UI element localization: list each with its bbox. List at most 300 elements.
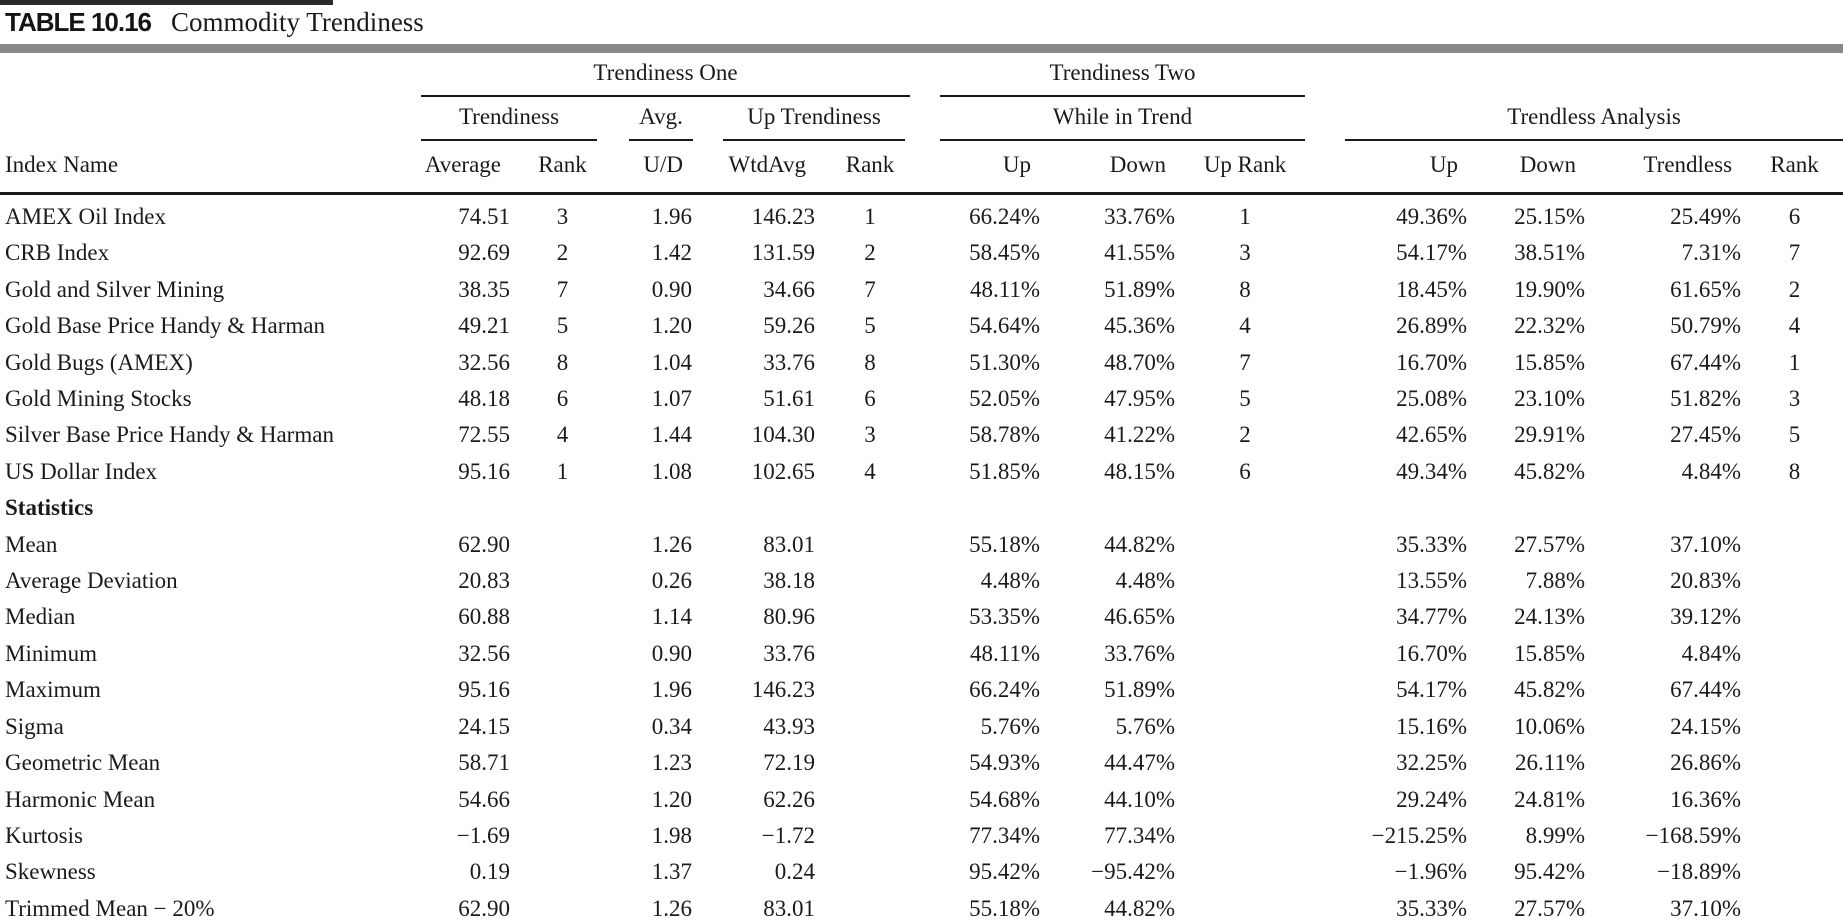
data-cell <box>820 563 920 599</box>
row-label: Statistics <box>5 495 94 521</box>
column-header-wtdavg: WtdAvg <box>697 141 820 194</box>
data-cell: 19.90% <box>1514 276 1586 302</box>
data-cell: 37.10% <box>1670 531 1742 557</box>
data-cell: 45.36% <box>1104 313 1176 339</box>
row-label: Gold Base Price Handy & Harman <box>5 313 326 339</box>
data-cell <box>1746 599 1843 635</box>
data-cell: 43.93 <box>763 713 815 739</box>
data-cell <box>1045 490 1180 526</box>
table-row <box>0 417 1843 453</box>
column-header-rank-1: Rank <box>515 141 610 194</box>
column-header-ud: U/D <box>610 141 697 194</box>
data-cell: 66.24% <box>969 204 1041 229</box>
data-cell: 3 <box>1239 240 1251 266</box>
data-cell: 49.34% <box>1396 458 1468 484</box>
data-cell: 5.76% <box>980 713 1041 739</box>
data-cell: 44.10% <box>1104 786 1176 812</box>
data-cell: −168.59% <box>1645 822 1742 848</box>
group-avg: Avg. <box>629 97 693 141</box>
data-cell: 95.42% <box>1514 859 1586 885</box>
data-cell <box>1180 745 1310 781</box>
group-header-cell <box>920 97 1310 141</box>
row-label: Gold Bugs (AMEX) <box>5 349 193 375</box>
data-cell: 45.82% <box>1514 458 1586 484</box>
data-cell <box>1180 599 1310 635</box>
table-row <box>0 709 1843 745</box>
data-cell <box>920 490 1045 526</box>
table-row <box>0 381 1843 417</box>
data-cell: 95.42% <box>969 859 1041 885</box>
row-label: Maximum <box>5 677 101 703</box>
data-cell <box>1746 891 1843 922</box>
data-cell: 1.42 <box>651 240 692 266</box>
data-cell: 26.86% <box>1670 750 1742 776</box>
group-header-cell <box>415 53 920 97</box>
data-cell: 47.95% <box>1104 386 1176 412</box>
data-cell: 8.99% <box>1525 822 1586 848</box>
data-cell: 51.82% <box>1670 386 1742 412</box>
data-cell: 48.18 <box>458 386 510 412</box>
data-cell <box>610 490 697 526</box>
data-cell: 1.26 <box>651 531 692 557</box>
data-cell <box>820 490 920 526</box>
page-crop-artifact <box>0 0 333 5</box>
data-cell: 50.79% <box>1670 313 1742 339</box>
data-cell <box>1746 745 1843 781</box>
data-cell <box>1746 527 1843 563</box>
table-row <box>0 527 1843 563</box>
data-cell: −215.25% <box>1371 822 1468 848</box>
data-cell: 51.85% <box>969 458 1041 484</box>
data-cell: 53.35% <box>969 604 1041 630</box>
data-cell <box>415 490 515 526</box>
data-cell: 72.55 <box>458 422 510 448</box>
data-cell: 3 <box>1788 386 1801 412</box>
table-row <box>0 235 1843 271</box>
data-cell: 2 <box>864 240 876 266</box>
data-cell: 92.69 <box>458 240 510 266</box>
data-cell: 13.55% <box>1396 568 1468 594</box>
data-cell: 25.49% <box>1670 204 1742 229</box>
data-cell: 45.82% <box>1514 677 1586 703</box>
column-header-up-rank: Up Rank <box>1180 141 1310 194</box>
data-cell: 20.83 <box>458 568 510 594</box>
data-cell: 32.56 <box>458 349 510 375</box>
top-divider-rule <box>0 44 1843 53</box>
data-cell: 1.20 <box>651 786 692 812</box>
group-header-cell <box>920 53 1310 97</box>
data-cell: 27.57% <box>1514 895 1586 921</box>
group-trendless-analysis: Trendless Analysis <box>1345 97 1843 141</box>
table-row <box>0 454 1843 490</box>
data-cell: 44.82% <box>1104 895 1176 921</box>
data-cell: 15.85% <box>1514 349 1586 375</box>
data-cell: 37.10% <box>1670 895 1742 921</box>
data-cell: 61.65% <box>1670 276 1742 302</box>
group-header-cell <box>697 97 920 141</box>
data-cell: 34.77% <box>1396 604 1468 630</box>
data-cell <box>1746 672 1843 708</box>
data-cell: 51.61 <box>763 386 815 412</box>
data-cell <box>515 854 610 890</box>
data-cell: 8 <box>1239 276 1251 302</box>
data-cell <box>1746 782 1843 818</box>
data-cell <box>1180 854 1310 890</box>
table-title: Commodity Trendiness <box>171 7 424 37</box>
data-cell: 35.33% <box>1396 531 1468 557</box>
data-cell: 1.08 <box>651 458 692 484</box>
data-cell: 49.36% <box>1396 204 1468 229</box>
group-header-cell <box>415 97 610 141</box>
row-label: Sigma <box>5 713 64 739</box>
column-header-rank-3: Rank <box>1746 141 1843 194</box>
data-cell: 52.05% <box>969 386 1041 412</box>
group-header-row-1 <box>0 53 1843 97</box>
data-cell <box>515 709 610 745</box>
group-trendiness: Trendiness <box>421 97 597 141</box>
data-cell: 1.07 <box>651 386 692 412</box>
row-label: Median <box>5 604 76 630</box>
data-cell: 55.18% <box>969 895 1041 921</box>
data-cell <box>515 599 610 635</box>
data-cell: 15.16% <box>1396 713 1468 739</box>
data-cell <box>820 709 920 745</box>
data-cell <box>1180 818 1310 854</box>
data-cell: 2 <box>1239 422 1251 448</box>
data-cell: 48.70% <box>1104 349 1176 375</box>
data-cell: 33.76 <box>763 640 815 666</box>
row-label: Gold and Silver Mining <box>5 276 225 302</box>
row-label: Trimmed Mean − 20% <box>5 895 215 921</box>
data-cell: 41.55% <box>1104 240 1176 266</box>
data-cell: 10.06% <box>1514 713 1586 739</box>
column-header-row <box>0 141 1843 194</box>
data-cell: 0.26 <box>651 568 692 594</box>
table-row <box>0 345 1843 381</box>
data-cell: 8 <box>556 349 569 375</box>
data-cell <box>820 672 920 708</box>
table-row <box>0 563 1843 599</box>
data-cell: 34.66 <box>763 276 815 302</box>
data-cell: 51.89% <box>1104 677 1176 703</box>
data-cell: 0.90 <box>651 276 692 302</box>
row-label: CRB Index <box>5 240 110 266</box>
data-cell: 46.65% <box>1104 604 1176 630</box>
data-cell: 41.22% <box>1104 422 1176 448</box>
data-cell: 4.48% <box>980 568 1041 594</box>
column-header-up-2: Up <box>1310 141 1472 194</box>
data-cell <box>515 490 610 526</box>
data-cell: 7.31% <box>1681 240 1742 266</box>
data-cell: 0.34 <box>651 713 692 739</box>
row-label: Harmonic Mean <box>5 786 156 812</box>
data-cell: 58.71 <box>458 750 510 776</box>
data-cell: 2 <box>556 240 569 266</box>
data-cell: 38.35 <box>458 276 510 302</box>
data-cell: 39.12% <box>1670 604 1742 630</box>
data-cell <box>515 782 610 818</box>
data-cell <box>820 527 920 563</box>
data-cell: 83.01 <box>763 895 815 921</box>
table-row <box>0 308 1843 344</box>
data-cell: 59.26 <box>763 313 815 339</box>
data-cell <box>1180 672 1310 708</box>
data-cell: 48.11% <box>969 276 1041 302</box>
data-cell <box>1472 490 1590 526</box>
data-cell: 33.76 <box>763 349 815 375</box>
data-cell: 38.51% <box>1514 240 1586 266</box>
data-cell: 7 <box>1788 240 1801 266</box>
data-cell <box>820 782 920 818</box>
data-cell <box>1746 854 1843 890</box>
group-header-cell <box>1310 97 1843 141</box>
data-cell <box>515 745 610 781</box>
data-cell: 25.08% <box>1396 386 1468 412</box>
data-cell: −1.72 <box>761 822 815 848</box>
row-label: Skewness <box>5 859 96 885</box>
row-label: Gold Mining Stocks <box>5 386 192 412</box>
data-cell: 24.13% <box>1514 604 1586 630</box>
table-row <box>0 272 1843 308</box>
data-cell: 95.16 <box>458 677 510 703</box>
column-header-up-1: Up <box>920 141 1045 194</box>
data-cell: 1 <box>556 458 569 484</box>
data-cell: 1.14 <box>651 604 692 630</box>
data-cell <box>1746 709 1843 745</box>
table-row <box>0 599 1843 635</box>
data-cell: 104.30 <box>751 422 815 448</box>
column-header-index-name: Index Name <box>0 141 415 194</box>
data-cell: 33.76% <box>1104 640 1176 666</box>
column-header-down-2: Down <box>1472 141 1590 194</box>
row-label: Silver Base Price Handy & Harman <box>5 422 334 448</box>
data-cell: 5 <box>1788 422 1801 448</box>
data-cell: 0.19 <box>469 859 510 885</box>
data-cell: 80.96 <box>763 604 815 630</box>
data-cell: 5 <box>556 313 569 339</box>
data-cell: 27.57% <box>1514 531 1586 557</box>
data-cell <box>697 490 820 526</box>
data-cell: 62.90 <box>458 895 510 921</box>
data-cell <box>1746 818 1843 854</box>
data-cell: 146.23 <box>751 677 815 703</box>
data-cell: 42.65% <box>1396 422 1468 448</box>
group-while-in-trend: While in Trend <box>940 97 1305 141</box>
data-cell: 74.51 <box>458 204 510 229</box>
data-cell: 4 <box>556 422 569 448</box>
data-cell: 54.64% <box>969 313 1041 339</box>
group-header-cell <box>610 97 697 141</box>
data-cell <box>1746 490 1843 526</box>
data-cell <box>515 891 610 922</box>
table-row <box>0 854 1843 890</box>
data-cell: −1.96% <box>1394 859 1468 885</box>
table-row <box>0 194 1843 236</box>
data-cell: 32.56 <box>458 640 510 666</box>
data-cell: 16.36% <box>1670 786 1742 812</box>
group-trendiness-one: Trendiness One <box>421 53 910 97</box>
data-cell: 24.15 <box>458 713 510 739</box>
table-row <box>0 636 1843 672</box>
row-label: Geometric Mean <box>5 750 161 776</box>
data-cell: 6 <box>1239 458 1251 484</box>
data-cell: 1 <box>1788 349 1801 375</box>
data-cell: 25.15% <box>1514 204 1586 229</box>
data-cell <box>1180 709 1310 745</box>
data-cell: 77.34% <box>969 822 1041 848</box>
data-cell <box>1746 563 1843 599</box>
data-cell: 6 <box>864 386 876 412</box>
data-cell: 24.81% <box>1514 786 1586 812</box>
data-cell: 48.15% <box>1104 458 1176 484</box>
table-label: TABLE 10.16 <box>5 7 152 37</box>
data-cell <box>515 527 610 563</box>
table-body <box>0 194 1843 922</box>
table-row <box>0 782 1843 818</box>
row-label: Mean <box>5 531 58 557</box>
group-trendiness-two: Trendiness Two <box>940 53 1305 97</box>
data-cell: 3 <box>864 422 876 448</box>
data-cell: 15.85% <box>1514 640 1586 666</box>
row-label: Kurtosis <box>5 822 83 848</box>
data-cell: 67.44% <box>1670 677 1742 703</box>
row-label: Average Deviation <box>5 568 178 594</box>
data-cell: 4 <box>1239 313 1251 339</box>
data-cell: 1.37 <box>651 859 692 885</box>
row-label: AMEX Oil Index <box>5 204 166 229</box>
data-cell: 44.47% <box>1104 750 1176 776</box>
table-row <box>0 672 1843 708</box>
data-cell: 102.65 <box>751 458 815 484</box>
data-cell: 6 <box>1788 204 1801 229</box>
data-cell: 8 <box>864 349 876 375</box>
data-cell <box>820 745 920 781</box>
data-cell: 16.70% <box>1396 349 1468 375</box>
data-cell: 1.04 <box>651 349 692 375</box>
column-header-trendless: Trendless <box>1590 141 1746 194</box>
data-cell: 51.30% <box>969 349 1041 375</box>
data-cell: 1.96 <box>651 677 692 703</box>
commodity-trendiness-table <box>0 53 1843 922</box>
data-cell: 26.89% <box>1396 313 1468 339</box>
data-cell: −95.42% <box>1091 859 1176 885</box>
data-cell: 49.21 <box>458 313 510 339</box>
section-header-row <box>0 490 1843 526</box>
data-cell: 83.01 <box>763 531 815 557</box>
data-cell: 0.90 <box>651 640 692 666</box>
data-cell: 1 <box>1239 204 1251 229</box>
blank-cell <box>0 53 415 97</box>
data-cell: 54.93% <box>969 750 1041 776</box>
row-label: Minimum <box>5 640 98 666</box>
data-cell: 67.44% <box>1670 349 1742 375</box>
data-cell: 1.96 <box>651 204 692 229</box>
data-cell <box>1180 891 1310 922</box>
data-cell <box>515 672 610 708</box>
data-cell: 66.24% <box>969 677 1041 703</box>
blank-cell <box>0 97 415 141</box>
data-cell <box>1180 782 1310 818</box>
data-cell <box>1746 636 1843 672</box>
data-cell: 72.19 <box>763 750 815 776</box>
data-cell: 29.24% <box>1396 786 1468 812</box>
data-cell <box>1180 636 1310 672</box>
table-row <box>0 818 1843 854</box>
data-cell: 1.23 <box>651 750 692 776</box>
data-cell <box>820 636 920 672</box>
group-up-trendiness: Up Trendiness <box>723 97 905 141</box>
data-cell: 4.84% <box>1681 640 1742 666</box>
data-cell: 58.45% <box>969 240 1041 266</box>
data-cell <box>1180 563 1310 599</box>
data-cell: 95.16 <box>458 458 510 484</box>
data-cell: 62.26 <box>763 786 815 812</box>
data-cell: 27.45% <box>1670 422 1742 448</box>
data-cell: 7 <box>864 276 876 302</box>
data-cell: 1.26 <box>651 895 692 921</box>
data-cell: 54.68% <box>969 786 1041 812</box>
data-cell: 22.32% <box>1514 313 1586 339</box>
data-cell <box>820 891 920 922</box>
data-cell: 4 <box>1788 313 1801 339</box>
data-cell: 38.18 <box>763 568 815 594</box>
data-cell: 1.20 <box>651 313 692 339</box>
data-cell: 54.17% <box>1396 240 1468 266</box>
data-cell <box>1180 490 1310 526</box>
data-cell: 1 <box>864 204 876 229</box>
data-cell: 4.48% <box>1115 568 1176 594</box>
data-cell: 2 <box>1788 276 1801 302</box>
data-cell: 44.82% <box>1104 531 1176 557</box>
column-header-average: Average <box>415 141 515 194</box>
data-cell: 8 <box>1788 458 1801 484</box>
data-cell <box>1590 490 1746 526</box>
data-cell: 18.45% <box>1396 276 1468 302</box>
data-cell: 20.83% <box>1670 568 1742 594</box>
data-cell: 1.98 <box>651 822 692 848</box>
data-cell: −1.69 <box>456 822 510 848</box>
data-cell: 54.66 <box>458 786 510 812</box>
data-cell <box>1310 490 1472 526</box>
data-cell <box>820 818 920 854</box>
column-header-down-1: Down <box>1045 141 1180 194</box>
data-cell: 32.25% <box>1396 750 1468 776</box>
data-cell: 146.23 <box>751 204 815 229</box>
data-cell: 29.91% <box>1514 422 1586 448</box>
data-cell <box>515 818 610 854</box>
data-cell: 6 <box>556 386 569 412</box>
row-label: US Dollar Index <box>5 458 158 484</box>
data-cell: 5 <box>864 313 876 339</box>
data-cell <box>820 599 920 635</box>
data-cell <box>515 563 610 599</box>
data-cell: 7.88% <box>1525 568 1586 594</box>
blank-cell <box>1310 53 1843 97</box>
data-cell: 48.11% <box>969 640 1041 666</box>
table-row <box>0 745 1843 781</box>
data-cell: 54.17% <box>1396 677 1468 703</box>
data-cell: 1.44 <box>651 422 692 448</box>
data-cell: 7 <box>556 276 569 302</box>
column-header-rank-2: Rank <box>820 141 920 194</box>
table-caption <box>5 7 1843 39</box>
data-cell: 7 <box>1239 349 1251 375</box>
data-cell: 4.84% <box>1681 458 1742 484</box>
data-cell: 77.34% <box>1104 822 1176 848</box>
data-cell: 0.24 <box>774 859 815 885</box>
table-row <box>0 891 1843 922</box>
data-cell <box>1180 527 1310 563</box>
